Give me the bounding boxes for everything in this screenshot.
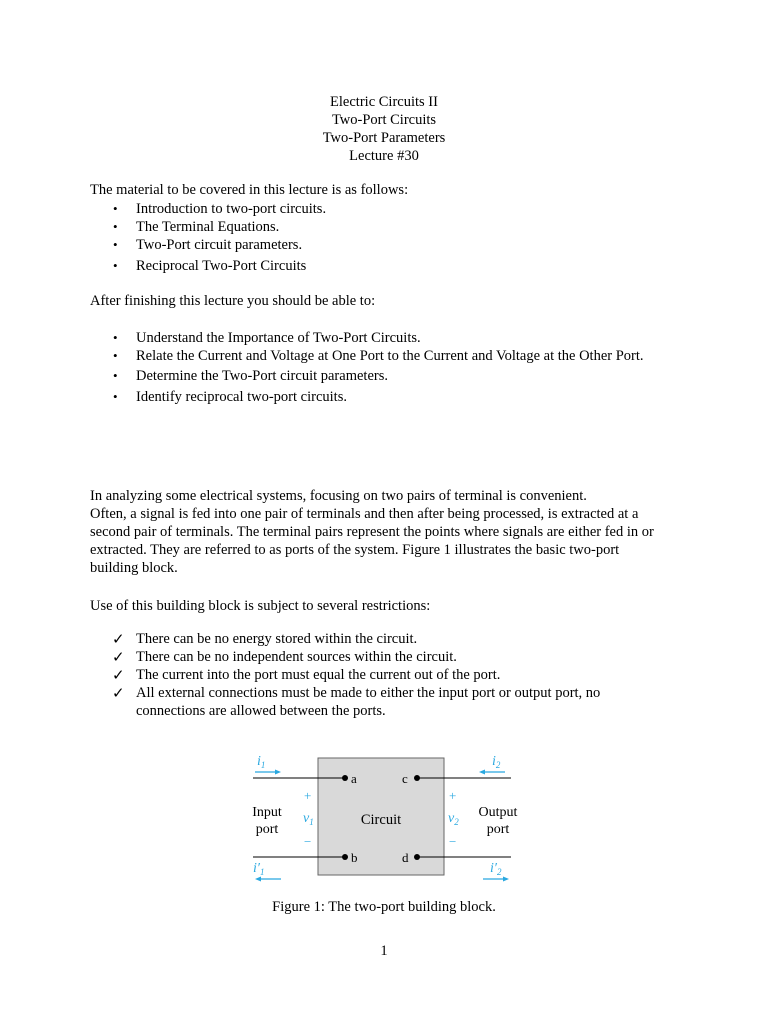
list-item: Identify reciprocal two-port circuits. <box>136 389 347 405</box>
checkmark-icon: ✓ <box>112 666 125 684</box>
node-a-label: a <box>351 771 357 786</box>
v2-minus: − <box>449 834 457 849</box>
list-item: There can be no energy stored within the circuit. <box>136 631 418 647</box>
input-port-label-1: Input <box>252 805 282 820</box>
list-item: The current into the port must equal the current out of the port. <box>136 667 501 683</box>
output-port-label-2: port <box>486 822 510 837</box>
body-line: extracted. They are referred to as ports of the system. Figure 1 illustrates the basic two-port <box>90 542 620 558</box>
node-b-label: b <box>351 850 358 865</box>
v1-minus: − <box>304 834 312 849</box>
label-i1: $i_1$ <box>257 754 266 770</box>
list-item: Determine the Two-Port circuit parameters. <box>136 368 388 384</box>
arrow-i2p-head <box>503 877 509 882</box>
restrictions-intro: Use of this building block is subject to several restrictions: <box>90 598 431 614</box>
figure-caption: Figure 1: The two-port building block. <box>272 899 496 915</box>
list-item: Reciprocal Two-Port Circuits <box>136 258 307 274</box>
bullet-icon: • <box>113 348 118 363</box>
body-line: second pair of terminals. The terminal pairs represent the points where signals are either fed in or <box>90 524 654 540</box>
node-c-label: c <box>402 771 408 786</box>
output-port-label-1: Output <box>478 805 518 820</box>
checkmark-icon: ✓ <box>112 648 125 666</box>
bullet-icon: • <box>113 330 118 345</box>
doc-title-lecture: Lecture #30 <box>349 148 419 164</box>
label-i1-prime: $i'_1$ <box>253 861 265 877</box>
list-item: There can be no independent sources within the circuit. <box>136 649 457 665</box>
label-v1: $v_1$ <box>303 811 314 827</box>
objectives-intro: After finishing this lecture you should be able to: <box>90 293 376 309</box>
bullet-icon: • <box>113 201 118 216</box>
node-d-dot <box>414 854 420 860</box>
doc-title-topic: Two-Port Circuits <box>331 112 437 128</box>
checkmark-icon: ✓ <box>112 630 125 648</box>
list-item: Introduction to two-port circuits. <box>136 201 327 217</box>
body-line: building block. <box>90 560 178 576</box>
input-port-label-2: port <box>255 822 279 837</box>
v1-plus: + <box>304 788 312 803</box>
body-line: Often, a signal is fed into one pair of terminals and then after being processed, is extracted at a <box>90 506 639 522</box>
node-d-label: d <box>402 850 409 865</box>
label-i2-prime: $i'_2$ <box>490 861 502 877</box>
doc-title-course: Electric Circuits II <box>330 94 438 110</box>
label-i2: $i_2$ <box>492 754 501 770</box>
bullet-icon: • <box>113 237 118 252</box>
node-b-dot <box>342 854 348 860</box>
bullet-icon: • <box>113 219 118 234</box>
arrow-i2-head <box>479 770 485 775</box>
node-c-dot <box>414 775 420 781</box>
page-number: 1 <box>380 943 388 959</box>
label-v2: $v_2$ <box>448 811 459 827</box>
list-item-continuation: connections are allowed between the ports. <box>136 703 386 719</box>
bullet-icon: • <box>113 258 118 273</box>
bullet-icon: • <box>113 368 118 383</box>
arrow-i1p-head <box>255 877 261 882</box>
arrow-i1-head <box>275 770 281 775</box>
intro-text: The material to be covered in this lecture is as follows: <box>90 182 409 198</box>
v2-plus: + <box>449 788 457 803</box>
list-item: Relate the Current and Voltage at One Port to the Current and Voltage at the Other Port. <box>136 348 644 364</box>
body-line: In analyzing some electrical systems, focusing on two pairs of terminal is convenient. <box>90 488 587 504</box>
bullet-icon: • <box>113 389 118 404</box>
list-item: Understand the Importance of Two-Port Circuits. <box>136 330 421 346</box>
circuit-label: Circuit <box>360 812 402 828</box>
list-item: All external connections must be made to either the input port or output port, no <box>136 685 601 701</box>
doc-title-subtopic: Two-Port Parameters <box>322 130 446 146</box>
list-item: The Terminal Equations. <box>136 219 280 235</box>
checkmark-icon: ✓ <box>112 684 125 702</box>
list-item: Two-Port circuit parameters. <box>136 237 303 253</box>
two-port-diagram <box>245 750 535 885</box>
node-a-dot <box>342 775 348 781</box>
